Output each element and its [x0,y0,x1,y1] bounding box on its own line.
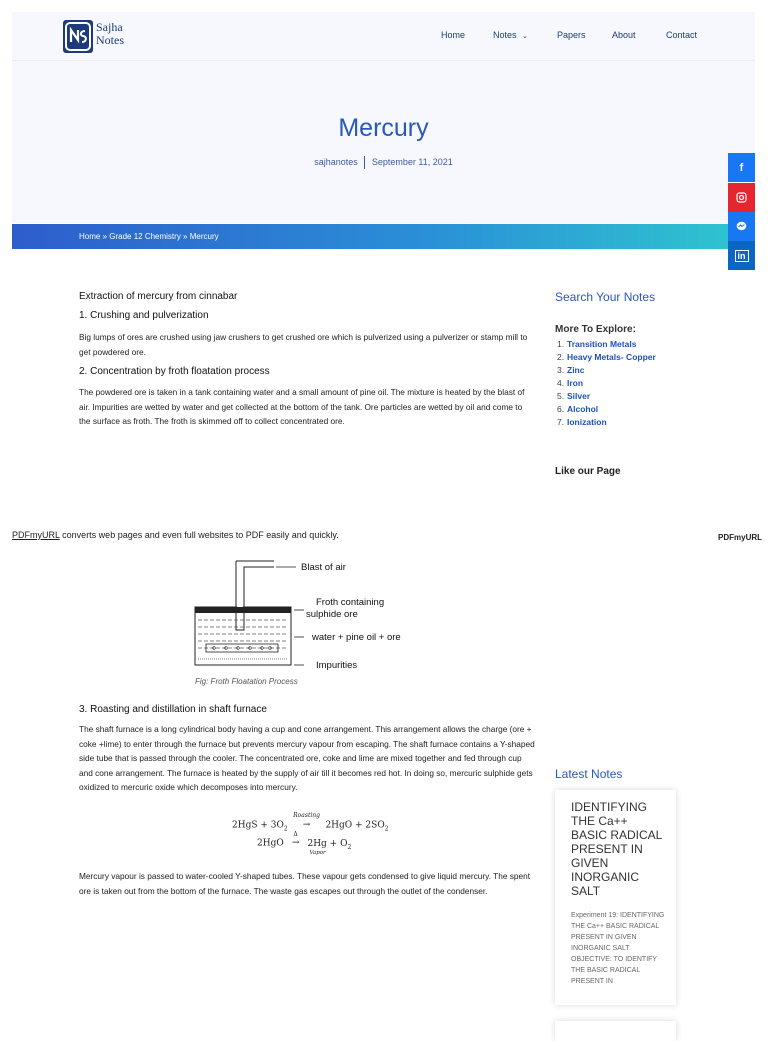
post-meta [12,156,755,169]
nav-papers[interactable]: Papers [557,30,586,40]
label-blast-of-air: Blast of air [301,562,346,573]
explore-title: More To Explore: [555,324,636,335]
section-1-title: 1. Crushing and pulverization [79,310,209,321]
post-author[interactable]: sajhanotes [314,156,358,167]
nav-about[interactable]: About [612,30,636,40]
pdf-banner-text: converts web pages and even full websites to PDF easily and quickly. [59,530,339,540]
explore-item[interactable]: 7. Ionization [557,417,607,427]
label-sulphide-ore: sulphide ore [306,609,358,620]
instagram-icon [736,192,747,203]
meta-divider [364,156,365,169]
latest-notes-title: Latest Notes [555,767,623,781]
figure-caption: Fig: Froth Floatation Process [195,677,298,686]
logo-line1: Sajha [96,20,123,34]
chevron-down-icon: ⌄ [522,33,528,40]
section-2-title: 2. Concentration by froth floatation process [79,366,270,377]
post-date: September 11, 2021 [371,156,453,167]
logo-text[interactable] [96,21,124,47]
section-3-text: The shaft furnace is a long cylindrical body having a cup and cone arrangement. This arrangement allows the charge (ore + coke +lime) to enter through the furnace but prevents mercury vapour from escaping. The shaft furnace contains a Y-shaped side tube that is passed through the cooler. The concentrated ore, coke and lime are mixed together and fed through cup and cone arrangement. The furnace is heated by the supply of air till it becomes red hot. In doing so, mercuric sulphide gets oxidized to mercuric oxide which decomposes into mercury. [79,724,535,792]
like-page-title: Like our Page [555,466,621,477]
hero-banner [12,61,755,223]
messenger-share-button[interactable] [728,212,755,241]
linkedin-share-button[interactable] [728,241,755,270]
breadcrumb-bar [12,224,755,249]
explore-item[interactable]: 3. Zinc [557,365,585,375]
logo-line2: Notes [96,33,124,47]
section-3-text-2: Mercury vapour is passed to water-cooled Y-shaped tubes. These vapour gets condensed to give liquid mercury. The spent ore is taken out from the bottom of the furnace. The waste gas escapes out through the outlet of the condenser. [79,871,531,896]
facebook-share-button[interactable] [728,153,755,182]
nav-notes[interactable] [493,30,528,40]
facebook-icon: f [739,161,744,174]
messenger-icon [736,221,747,232]
instagram-share-button[interactable] [728,183,755,212]
explore-item[interactable]: 1. Transition Metals [557,339,637,349]
section-2-text: The powdered ore is taken in a tank containing water and a small amount of pine oil. The mixture is heated by the blast of air. Impurities are wetted by water and get collected at the bottom of the tank. Ore particles are wetted by oil and come to the surface as froth. The froth is skimmed off to collect concentrated ore. [79,387,525,426]
equation-roasting: $2HgS + 3O_2$ Roasting → $2HgO + 2SO_2$ [232,812,389,833]
equation-decomposition: 2HgO Δ → $2Hg + O_2$ Vapor [257,831,352,856]
nav-home[interactable]: Home [441,30,466,40]
explore-item[interactable]: 6. Alcohol [557,404,599,414]
arrow-roasting: Roasting → [293,812,320,830]
article-heading: Extraction of mercury from cinnabar [79,291,238,302]
pdfmyurl-link[interactable]: PDFmyURL [12,530,60,540]
page-title: Mercury [338,114,429,142]
froth-floatation-figure [192,555,432,680]
latest-note-card-2[interactable] [555,1021,676,1041]
site-header [12,12,755,61]
pdfmyurl-logo[interactable]: PDFmyURL [718,533,763,542]
label-water-pine-oil: water + pine oil + ore [312,632,401,643]
logo-icon[interactable] [63,20,93,53]
explore-item[interactable]: 5. Silver [557,391,591,401]
note-excerpt: Experiment 19: IDENTIFYING THE Ca++ BASIC RADICAL PRESENT IN GIVEN INORGANIC SALT OBJECTIVE: TO IDENTIFY THE BASIC RADICAL PRESENT IN [571,912,665,985]
section-1-text: Big lumps of ores are crushed using jaw crushers to get crushed ore which is pulverized using a pulverizer or stamp mill to get powdered ore. [79,332,528,357]
froth-floatation-diagram [192,555,432,675]
note-title[interactable]: IDENTIFYING THE Ca++ BASIC RADICAL PRESENT IN GIVEN INORGANIC SALT [571,800,662,898]
explore-list [557,338,656,429]
breadcrumb[interactable]: Home » Grade 12 Chemistry » Mercury [79,232,219,241]
nav-notes-label: Notes [493,30,517,40]
section-3-title: 3. Roasting and distillation in shaft furnace [79,704,267,715]
latest-note-card[interactable] [555,790,676,1005]
linkedin-icon: in [735,250,749,262]
search-notes-title: Search Your Notes [555,290,656,304]
nav-contact[interactable]: Contact [666,30,698,40]
arrow-heat: Δ → [291,831,300,848]
label-froth: Froth containing [316,597,385,608]
explore-item[interactable]: 2. Heavy Metals- Copper [557,352,656,362]
explore-item[interactable]: 4. Iron [557,378,584,388]
label-impurities: Impurities [316,660,358,671]
pdf-banner [12,530,339,540]
